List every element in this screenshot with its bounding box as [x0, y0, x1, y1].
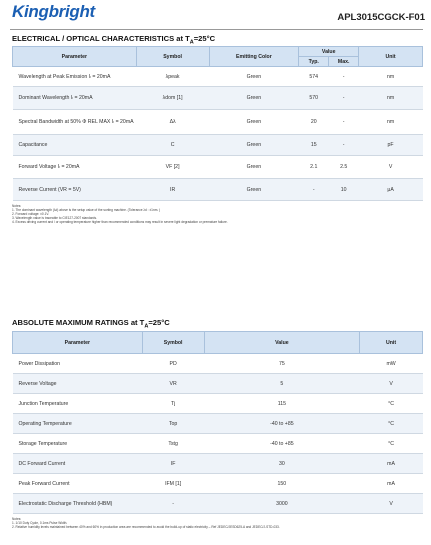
cell-symbol: C [136, 135, 209, 156]
cell-value: 150 [204, 474, 360, 494]
cell-parameter: Power Dissipation [13, 354, 143, 374]
cell-parameter: Electrostatic Discharge Threshold (HBM) [13, 494, 143, 514]
cell-max: 2.5 [329, 156, 359, 179]
cell-parameter: Spectral Bandwidth at 50% Φ REL MAX Iₗ = 20mA [13, 110, 137, 135]
cell-unit: V [359, 156, 423, 179]
col-header-typ: Typ. [299, 57, 329, 67]
cell-color: Green [209, 135, 299, 156]
cell-unit: μA [359, 179, 423, 201]
col-header-symbol: Symbol [136, 47, 209, 67]
cell-color: Green [209, 67, 299, 87]
cell-symbol: Tstg [142, 434, 204, 454]
cell-unit: pF [359, 135, 423, 156]
cell-symbol: Top [142, 414, 204, 434]
cell-unit: nm [359, 110, 423, 135]
cell-max: - [329, 135, 359, 156]
absolute-ratings-table [12, 331, 423, 514]
col-header-max: Max. [329, 57, 359, 67]
cell-unit: °C [360, 434, 423, 454]
table-row [13, 67, 423, 87]
cell-max: 10 [329, 179, 359, 201]
cell-value: 30 [204, 454, 360, 474]
col-header-unit: Unit [359, 47, 423, 67]
part-number: APL3015CGCK-F01 [337, 12, 425, 23]
electrical-section-title: ELECTRICAL / OPTICAL CHARACTERISTICS at $T_A=25^\circ C$ [12, 34, 216, 46]
cell-value: -40 to +85 [204, 414, 360, 434]
cell-symbol: - [142, 494, 204, 514]
cell-symbol: VR [142, 374, 204, 394]
absolute-section-title: ABSOLUTE MAXIMUM RATINGS at $T_A=25^\circ C$ [12, 318, 170, 330]
cell-unit: mA [360, 474, 423, 494]
cell-color: Green [209, 87, 299, 110]
table-row [13, 179, 423, 201]
cell-typ: - [299, 179, 329, 201]
note-line: 2. Forward voltage: ±0.1V. [12, 212, 50, 217]
cell-max: - [329, 87, 359, 110]
notes-heading: Notes: [12, 204, 22, 208]
col-header-parameter: Parameter [13, 47, 137, 67]
electrical-table [12, 46, 423, 201]
cell-parameter: Junction Temperature [13, 394, 143, 414]
cell-value: 5 [204, 374, 360, 394]
cell-symbol: Δλ [136, 110, 209, 135]
cell-typ: 574 [299, 67, 329, 87]
col-header-emitting-color: Emitting Color [209, 47, 299, 67]
cell-parameter: Forward Voltage Iₗ = 20mA [13, 156, 137, 179]
cell-parameter: Wavelength at Peak Emission Iₗ = 20mA [13, 67, 137, 87]
notes-heading: Notes: [12, 517, 22, 521]
cell-color: Green [209, 179, 299, 201]
cell-parameter: Reverse Current (VR = 5V) [13, 179, 137, 201]
cell-parameter: Storage Temperature [13, 434, 143, 454]
header-divider [10, 29, 423, 30]
col-header-unit: Unit [360, 332, 423, 354]
table-row [13, 394, 423, 414]
note-line: 1. The dominant wavelength (λd) above is the setup value of the sorting machine. (Tolerance λd : ±1nm. ) [12, 208, 161, 213]
cell-value: 115 [204, 394, 360, 414]
cell-max: - [329, 110, 359, 135]
col-header-parameter: Parameter [13, 332, 143, 354]
cell-color: Green [209, 110, 299, 135]
cell-parameter: Operating Temperature [13, 414, 143, 434]
cell-symbol: VF [2] [136, 156, 209, 179]
col-header-symbol: Symbol [142, 332, 204, 354]
note-line: 1. 1/10 Duty Cycle, 0.1ms Pulse Width. [12, 521, 68, 526]
kingbright-logo: Kingbright [12, 2, 95, 21]
cell-unit: mA [360, 454, 423, 474]
table-row [13, 135, 423, 156]
cell-typ: 570 [299, 87, 329, 110]
table-row [13, 474, 423, 494]
table-row [13, 156, 423, 179]
cell-parameter: Reverse Voltage [13, 374, 143, 394]
table-row [13, 414, 423, 434]
note-line: 2. Relative humidity levels maintained between 40% and 60% in production area are recommended to avoid the build-up of static electricity – Ref JEDEC/JESD625-A and JEDEC/J-STD-033. [12, 525, 280, 530]
note-line: 3. Wavelength value is traceable to CIE127-2007 standards. [12, 216, 97, 221]
cell-parameter: DC Forward Current [13, 454, 143, 474]
table-row [13, 374, 423, 394]
cell-unit: °C [360, 394, 423, 414]
cell-symbol: PD [142, 354, 204, 374]
cell-unit: V [360, 494, 423, 514]
cell-value: 75 [204, 354, 360, 374]
cell-symbol: IF [142, 454, 204, 474]
cell-symbol: IR [136, 179, 209, 201]
table-row [13, 454, 423, 474]
cell-parameter: Peak Forward Current [13, 474, 143, 494]
cell-value: -40 to +85 [204, 434, 360, 454]
cell-value: 3000 [204, 494, 360, 514]
col-header-value: Value [204, 332, 360, 354]
cell-symbol: λdom [1] [136, 87, 209, 110]
cell-unit: mW [360, 354, 423, 374]
cell-max: - [329, 67, 359, 87]
cell-typ: 20 [299, 110, 329, 135]
table-row [13, 87, 423, 110]
cell-parameter: Dominant Wavelength Iₗ = 20mA [13, 87, 137, 110]
cell-color: Green [209, 156, 299, 179]
table-row [13, 494, 423, 514]
cell-symbol: λpeak [136, 67, 209, 87]
electrical-notes [12, 204, 412, 224]
absolute-notes [12, 517, 412, 529]
cell-unit: °C [360, 414, 423, 434]
table-row [13, 110, 423, 135]
cell-parameter: Capacitance [13, 135, 137, 156]
cell-typ: 15 [299, 135, 329, 156]
table-row [13, 354, 423, 374]
col-header-value: Value [299, 47, 359, 57]
cell-symbol: IFM [1] [142, 474, 204, 494]
cell-typ: 2.1 [299, 156, 329, 179]
table-row [13, 434, 423, 454]
cell-symbol: Tj [142, 394, 204, 414]
cell-unit: nm [359, 87, 423, 110]
cell-unit: V [360, 374, 423, 394]
note-line: 4. Excess driving current and / or operating temperature higher than recommended conditions may result in severe light degradation or premature failure. [12, 220, 228, 225]
cell-unit: nm [359, 67, 423, 87]
